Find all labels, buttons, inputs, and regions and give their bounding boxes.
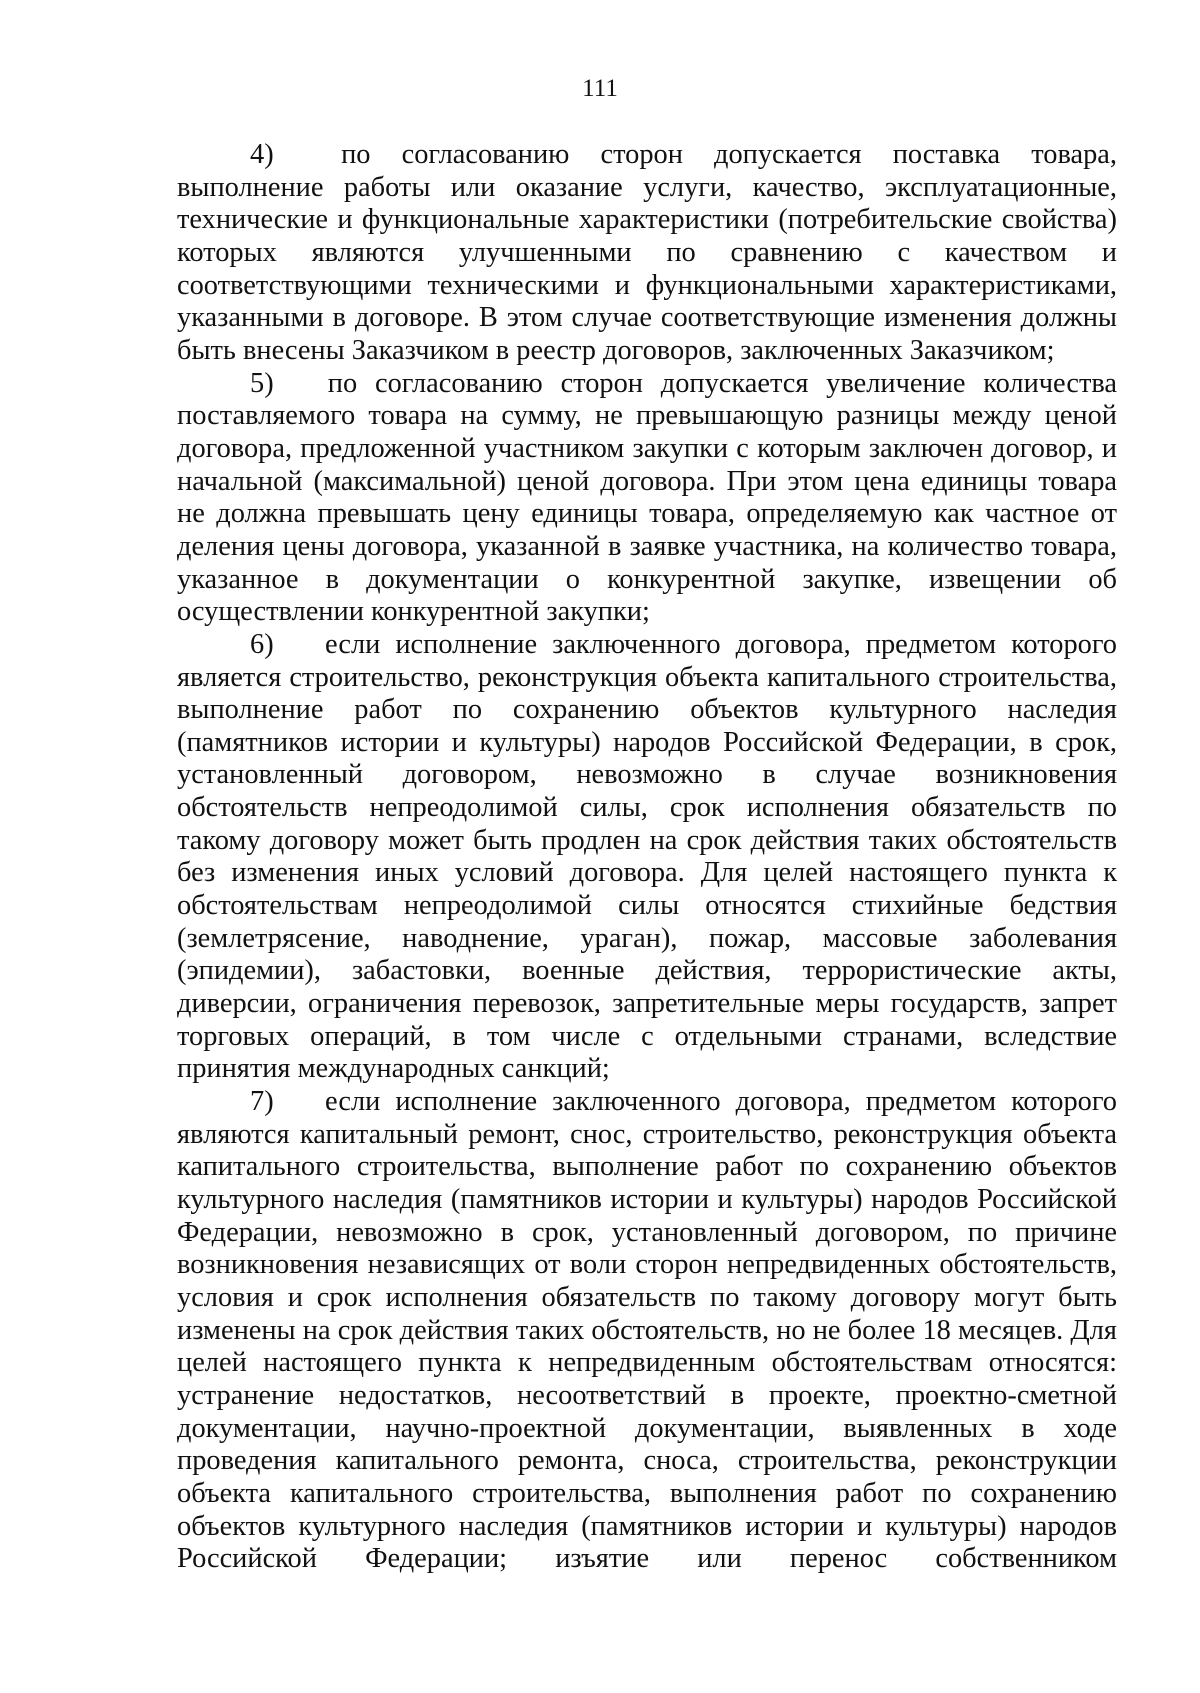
- list-item-6: [177, 629, 1117, 1086]
- item-text: по согласованию сторон допускается поставка товара, выполнение работы или оказание услуги, качество, эксплуатационные, технические и функциональные характеристики (потребительские свойства) которых являются улучшенными по сравнению с качеством и соответствующими техническими и функциональными характеристиками, указанными в договоре. В этом случае соответствующие изменения должны быть внесены Заказчиком в реестр договоров, заключенных Заказчиком;: [177, 139, 1117, 366]
- item-number: 4): [250, 139, 274, 170]
- list-item-7: [177, 1086, 1117, 1576]
- item-number: 5): [250, 367, 274, 399]
- item-number: 6): [250, 628, 274, 660]
- item-text: если исполнение заключенного договора, предметом которого является строительство, реконструкция объекта капитального строительства, выполнение работ по сохранению объектов культурного наследия (памятников истории и культуры) народов Российской Федерации, в срок, установленный договором, невозможно в случае возникновения обстоятельств непреодолимой силы, срок исполнения обязательств по такому договору может быть продлен на срок действия таких обстоятельств без изменения иных условий договора. Для целей настоящего пункта к обстоятельствам непреодолимой силы относятся стихийные бедствия (землетрясение, наводнение, ураган), пожар, массовые заболевания (эпидемии), забастовки, военные действия, террористические акты, диверсии, ограничения перевозок, запретительные меры государств, запрет торговых операций, в том числе с отдельными странами, вследствие принятия международных санкций;: [177, 628, 1117, 1085]
- list-item-4: [177, 139, 1117, 368]
- list-item-5: [177, 368, 1117, 629]
- item-number: 7): [250, 1086, 274, 1118]
- item-text: если исполнение заключенного договора, предметом которого являются капитальный ремонт, снос, строительство, реконструкция объекта капитального строительства, выполнение работ по сохранению объектов культурного наследия (памятников истории и культуры) народов Российской Федерации, невозможно в срок, установленный договором, по причине возникновения независящих от воли сторон непредвиденных обстоятельств, условия и срок исполнения обязательств по такому договору могут быть изменены на срок действия таких обстоятельств, но не более 18 месяцев. Для целей настоящего пункта к непредвиденным обстоятельствам относятся: устранение недостатков, несоответствий в проекте, проектно-сметной документации, научно-проектной документации, выявленных в ходе проведения капитального ремонта, сноса, строительства, реконструкции объекта капитального строительства, выполнения работ по сохранению объектов культурного наследия (памятников истории и культуры) народов Российской Федерации; изъятие или перенос собственником: [177, 1086, 1117, 1575]
- document-body: [177, 139, 1117, 1576]
- item-text: по согласованию сторон допускается увеличение количества поставляемого товара на сумму, не превышающую разницы между ценой договора, предложенной участником закупки с которым заключен договор, и начальной (максимальной) ценой договора. При этом цена единицы товара не должна превышать цену единицы товара, определяемую как частное от деления цены договора, указанной в заявке участника, на количество товара, указанное в документации о конкурентной закупке, извещении об осуществлении конкурентной закупки;: [177, 367, 1117, 628]
- page-number: 111: [582, 75, 618, 102]
